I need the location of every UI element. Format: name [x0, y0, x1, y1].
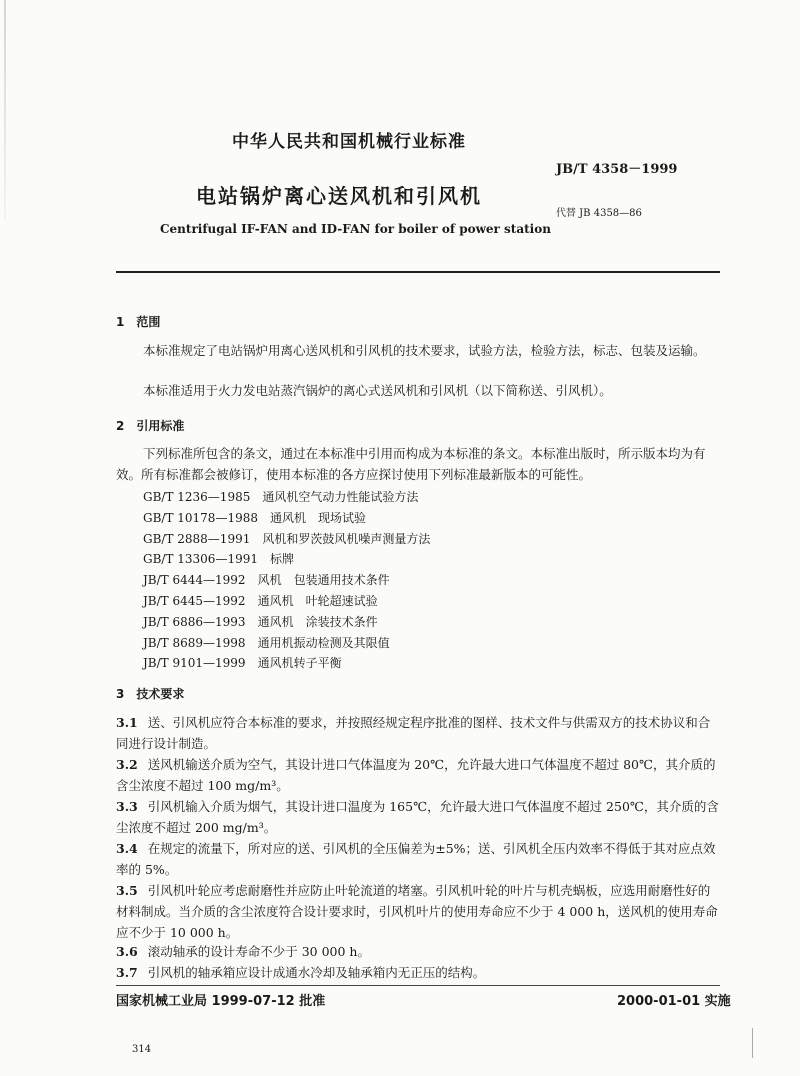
section-1-heading: [116, 313, 160, 330]
clause-text: 引风机叶轮应考虑耐磨性并应防止叶轮流道的堵塞。引风机叶轮的叶片与机壳蜗板，应选用耐磨性好的材料制成。当介质的含尘浓度符合设计要求时，引风机叶片的使用寿命应不少于 4 000 h，送风机的使用寿命应不少于 10 000 h。: [116, 883, 718, 940]
referenced-standards-list: [143, 487, 430, 674]
clause-3-3: [116, 796, 720, 838]
section-2-paragraph-1: 下列标准所包含的条文，通过在本标准中引用而构成为本标准的条文。本标准出版时，所示版本均为有效。所有标准都会被修订，使用本标准的各方应探讨使用下列标准最新版本的可能性。: [116, 446, 706, 482]
clause-3-4: [116, 838, 720, 880]
reference-item: [143, 549, 430, 570]
reference-title: 通风机 叶轮超速试验: [257, 593, 378, 608]
page-number: 314: [132, 1044, 152, 1055]
reference-title: 风机和罗茨鼓风机噪声测量方法: [262, 531, 431, 546]
section-number: 1: [116, 315, 125, 329]
reference-title: 风机 包装通用技术条件: [257, 573, 390, 588]
reference-code: JB/T 8689—1998: [143, 635, 246, 650]
reference-item: [143, 487, 430, 508]
reference-code: GB/T 10178—1988: [143, 510, 258, 525]
clause-number: 3.3: [116, 799, 138, 814]
section-1-paragraph-2: 本标准适用于火力发电站蒸汽锅炉的离心式送风机和引风机（以下简称送、引风机）。: [143, 383, 612, 398]
replaces-note: 代替 JB 4358—86: [556, 208, 642, 219]
clause-text: 引风机的轴承箱应设计成通水冷却及轴承箱内无正压的结构。: [147, 965, 486, 980]
standard-code: JB/T 4358－1999: [556, 162, 678, 177]
section-1-paragraph-1: 本标准规定了电站锅炉用离心送风机和引风机的技术要求，试验方法，检验方法，标志、包装及运输。: [143, 343, 706, 358]
section-3-heading: [116, 685, 184, 702]
reference-code: JB/T 6886—1993: [143, 614, 246, 629]
clause-number: 3.5: [116, 883, 138, 898]
clause-number: 3.2: [116, 757, 138, 772]
reference-item: [143, 591, 430, 612]
footer-rule: [116, 985, 720, 986]
reference-title: 通风机转子平衡: [257, 656, 342, 671]
effective-date: 2000-01-01 实施: [617, 994, 731, 1009]
clause-number: 3.7: [116, 965, 138, 980]
clause-text: 在规定的流量下，所对应的送、引风机的全压偏差为±5%；送、引风机全压内效率不得低于其对应点效率的 5%。: [116, 841, 716, 877]
reference-item: [143, 508, 430, 529]
reference-code: JB/T 9101—1999: [143, 656, 246, 671]
reference-item: [143, 570, 430, 591]
reference-code: GB/T 13306—1991: [143, 552, 258, 567]
header-rule: [116, 271, 720, 273]
standard-title: 中华人民共和国机械行业标准: [232, 132, 466, 152]
section-number: 3: [116, 687, 125, 701]
clause-text: 滚动轴承的设计寿命不少于 30 000 h。: [147, 944, 370, 959]
reference-title: 标牌: [269, 552, 294, 567]
clause-3-1: [116, 712, 720, 754]
reference-title: 通风机空气动力性能试验方法: [262, 490, 419, 504]
section-2-heading: [116, 417, 184, 434]
reference-item: [143, 633, 430, 654]
issued-by: 国家机械工业局 1999-07-12 批准: [116, 994, 326, 1009]
english-title: Centrifugal IF-FAN and ID-FAN for boiler of power station: [160, 222, 551, 236]
clause-number: 3.6: [116, 944, 138, 959]
reference-item: [143, 653, 430, 674]
clause-text: 引风机输入介质为烟气，其设计进口温度为 165℃，允许最大进口气体温度不超过 250℃，其介质的含尘浓度不超过 200 mg/m³。: [116, 799, 719, 835]
reference-code: GB/T 2888—1991: [143, 531, 251, 546]
clause-number: 3.4: [116, 841, 138, 856]
section-title: 引用标准: [136, 419, 185, 433]
reference-title: 通用机振动检测及其限值: [257, 635, 390, 650]
clause-3-6: [116, 941, 720, 962]
reference-title: 通风机 涂装技术条件: [257, 614, 378, 629]
reference-code: JB/T 6445—1992: [143, 593, 246, 608]
scan-edge: [4, 0, 6, 220]
clause-3-2: [116, 754, 720, 796]
clause-text: 送、引风机应符合本标准的要求，并按照经规定程序批准的图样、技术文件与供需双方的技术协议和合同进行设计制造。: [116, 715, 711, 751]
clause-number: 3.1: [116, 715, 138, 730]
scan-mark: [752, 1028, 753, 1058]
section-number: 2: [116, 419, 125, 433]
reference-code: GB/T 1236—1985: [143, 490, 251, 504]
document-title: 电站锅炉离心送风机和引风机: [196, 184, 482, 208]
clause-text: 送风机输送介质为空气，其设计进口气体温度为 20℃，允许最大进口气体温度不超过 80℃，其介质的含尘浓度不超过 100 mg/m³。: [116, 757, 716, 793]
reference-item: [143, 529, 430, 550]
section-title: 范围: [136, 315, 161, 329]
reference-title: 通风机 现场试验: [269, 510, 366, 525]
reference-code: JB/T 6444—1992: [143, 573, 246, 588]
section-title: 技术要求: [136, 687, 185, 701]
reference-item: [143, 612, 430, 633]
clause-3-5: [116, 880, 720, 943]
clause-3-7: [116, 962, 720, 983]
